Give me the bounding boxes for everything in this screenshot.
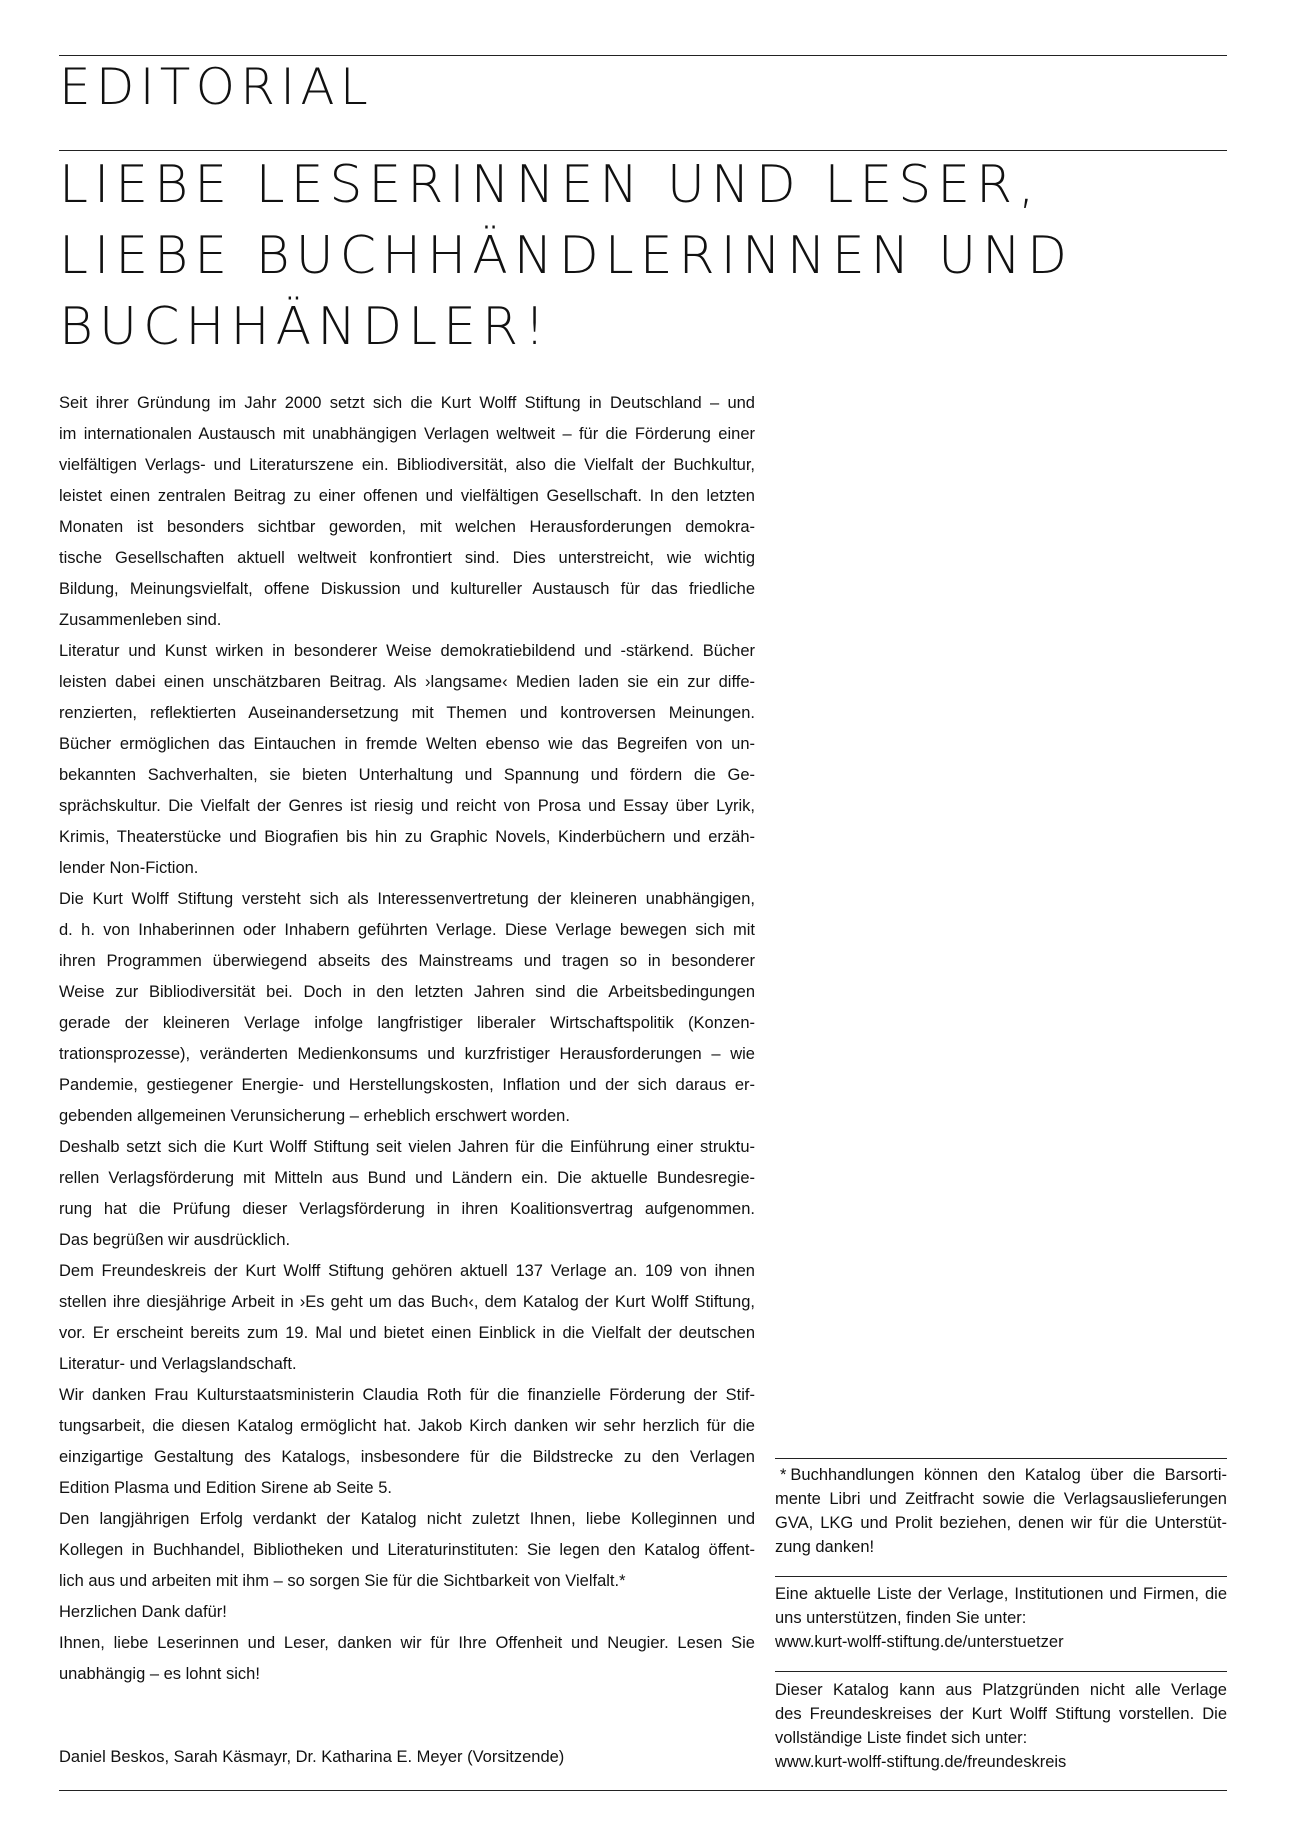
body-line: Die Kurt Wolff Stiftung versteht sich als Interessenvertretung der kleineren unabhängigen, xyxy=(59,890,755,908)
footnote-box xyxy=(775,1463,1227,1559)
bottom-rule xyxy=(59,1790,1227,1791)
body-line: Literatur- und Verlagslandschaft. xyxy=(59,1355,297,1373)
sidebar-rule xyxy=(775,1576,1227,1577)
headline-line: LIEBE BUCHHÄNDLERINNEN UND xyxy=(59,226,1074,286)
paragraph xyxy=(59,1380,755,1504)
members-line: des Freundeskreises der Kurt Wolff Stiftung vorstellen. Die xyxy=(775,1705,1227,1723)
body-line: bekannten Sachverhalten, sie bieten Unterhaltung und Spannung und fördern die Ge- xyxy=(59,766,755,784)
body-line: Deshalb setzt sich die Kurt Wolff Stiftung seit vielen Jahren für die Einführung einer struktu- xyxy=(59,1138,755,1156)
sidebar-rule xyxy=(775,1458,1227,1459)
body-line: ihren Programmen überwiegend abseits des Mainstreams und tragen so in besonderer xyxy=(59,952,755,970)
body-line: renzierten, reflektierten Auseinandersetzung mit Themen und kontroversen Meinungen. xyxy=(59,704,755,722)
body-line: Edition Plasma und Edition Sirene ab Seite 5. xyxy=(59,1479,392,1497)
supporters-line: uns unterstützen, finden Sie unter: xyxy=(775,1609,1027,1627)
paragraph xyxy=(59,884,755,1132)
footnote-line: mente Libri und Zeitfracht sowie die Verlagsauslieferungen xyxy=(775,1490,1227,1508)
section-label: EDITORIAL xyxy=(59,58,373,116)
supporters-line: Eine aktuelle Liste der Verlage, Institutionen und Firmen, die xyxy=(775,1585,1227,1603)
signature: Daniel Beskos, Sarah Käsmayr, Dr. Katharina E. Meyer (Vorsitzende) xyxy=(59,1748,565,1766)
body-line: lich aus und arbeiten mit ihm – so sorgen Sie für die Sichtbarkeit von Vielfalt.* xyxy=(59,1572,626,1590)
body-line: Literatur und Kunst wirken in besonderer Weise demokratiebildend und -stärkend. Bücher xyxy=(59,642,755,660)
paragraph xyxy=(59,388,755,636)
body-line: Ihnen, liebe Leserinnen und Leser, danken wir für Ihre Offenheit und Neugier. Lesen Sie xyxy=(59,1634,755,1652)
paragraph xyxy=(59,1504,755,1597)
body-line: Monaten ist besonders sichtbar geworden, mit welchen Herausforderungen demokra- xyxy=(59,518,755,536)
body-line: sprächskultur. Die Vielfalt der Genres ist riesig und reicht von Prosa und Essay über Lyrik, xyxy=(59,797,755,815)
body-line: Kollegen in Buchhandel, Bibliotheken und Literaturinstituten: Sie legen den Katalog öffent- xyxy=(59,1541,755,1559)
body-line: vor. Er erscheint bereits zum 19. Mal und bietet einen Einblick in die Vielfalt der deutschen xyxy=(59,1324,755,1342)
footnote-line: GVA, LKG und Prolit beziehen, denen wir für die Unterstüt- xyxy=(775,1514,1227,1532)
body-text xyxy=(59,388,755,1690)
body-line: Den langjährigen Erfolg verdankt der Katalog nicht zuletzt Ihnen, liebe Kolleginnen und xyxy=(59,1510,755,1528)
body-line: Seit ihrer Gründung im Jahr 2000 setzt sich die Kurt Wolff Stiftung in Deutschland – und xyxy=(59,394,755,412)
body-line: Krimis, Theaterstücke und Biografien bis hin zu Graphic Novels, Kinderbüchern und erzäh- xyxy=(59,828,755,846)
sidebar-rule xyxy=(775,1671,1227,1672)
headline-line: BUCHHÄNDLER! xyxy=(59,297,551,357)
body-line: leistet einen zentralen Beitrag zu einer offenen und vielfältigen Gesellschaft. In den letzten xyxy=(59,487,755,505)
body-line: gerade der kleineren Verlage infolge langfristiger liberaler Wirtschaftspolitik (Konzen- xyxy=(59,1014,755,1032)
body-line: einzigartige Gestaltung des Katalogs, insbesondere für die Bildstrecke zu den Verlagen xyxy=(59,1448,755,1466)
body-line: Wir danken Frau Kulturstaatsministerin Claudia Roth für die finanzielle Förderung der Stif- xyxy=(59,1386,755,1404)
paragraph xyxy=(59,1628,755,1690)
body-line: gebenden allgemeinen Verunsicherung – erheblich erschwert worden. xyxy=(59,1107,570,1125)
headline xyxy=(59,150,1073,363)
supporters-link[interactable]: www.kurt-wolff-stiftung.de/unterstuetzer xyxy=(775,1633,1064,1651)
paragraph xyxy=(59,636,755,884)
body-line: Zusammenleben sind. xyxy=(59,611,222,629)
paragraph xyxy=(59,1597,755,1628)
members-line: Dieser Katalog kann aus Platzgründen nicht alle Verlage xyxy=(775,1681,1227,1699)
footnote-line xyxy=(775,1463,1227,1487)
body-line: trationsprozesse), veränderten Medienkonsums und kurzfristiger Herausforderungen – wie xyxy=(59,1045,755,1063)
body-line: lender Non-Fiction. xyxy=(59,859,199,877)
body-line: tungsarbeit, die diesen Katalog ermöglicht hat. Jakob Kirch danken wir sehr herzlich für die xyxy=(59,1417,755,1435)
body-line: vielfältigen Verlags- und Literaturszene ein. Bibliodiversität, also die Vielfalt der Buchkultur, xyxy=(59,456,755,474)
body-line: rung hat die Prüfung dieser Verlagsförderung in ihren Koalitionsvertrag aufgenommen. xyxy=(59,1200,755,1218)
body-line: Bücher ermöglichen das Eintauchen in fremde Welten ebenso wie das Begreifen von un- xyxy=(59,735,755,753)
body-line: unabhängig – es lohnt sich! xyxy=(59,1665,260,1683)
top-rule xyxy=(59,55,1227,56)
footnote-line: zung danken! xyxy=(775,1538,875,1556)
body-line: d. h. von Inhaberinnen oder Inhabern geführten Verlage. Diese Verlage bewegen sich mit xyxy=(59,921,755,939)
headline-line: LIEBE LESERINNEN UND LESER, xyxy=(59,155,1041,215)
body-line: Dem Freundeskreis der Kurt Wolff Stiftung gehören aktuell 137 Verlage an. 109 von ihnen xyxy=(59,1262,755,1280)
body-line: im internationalen Austausch mit unabhängigen Verlagen weltweit – für die Förderung einer xyxy=(59,425,755,443)
members-box xyxy=(775,1678,1227,1774)
footnote-marker: * xyxy=(780,1466,787,1484)
body-line: Das begrüßen wir ausdrücklich. xyxy=(59,1231,291,1249)
members-link[interactable]: www.kurt-wolff-stiftung.de/freundeskreis xyxy=(775,1753,1067,1771)
body-line: Weise zur Bibliodiversität bei. Doch in den letzten Jahren sind die Arbeitsbedingungen xyxy=(59,983,755,1001)
body-line: Herzlichen Dank dafür! xyxy=(59,1603,227,1621)
paragraph xyxy=(59,1132,755,1256)
body-line: Bildung, Meinungsvielfalt, offene Diskussion und kultureller Austausch für das friedliche xyxy=(59,580,755,598)
footnote-text: Buchhandlungen können den Katalog über die Barsorti- xyxy=(790,1466,1227,1484)
body-line: Pandemie, gestiegener Energie- und Herstellungskosten, Inflation und der sich daraus er- xyxy=(59,1076,755,1094)
body-line: stellen ihre diesjährige Arbeit in ›Es geht um das Buch‹, dem Katalog der Kurt Wolff Stiftung, xyxy=(59,1293,755,1311)
body-line: leisten dabei einen unschätzbaren Beitrag. Als ›langsame‹ Medien laden sie ein zur diffe- xyxy=(59,673,755,691)
members-line: vollständige Liste findet sich unter: xyxy=(775,1729,1028,1747)
body-line: rellen Verlagsförderung mit Mitteln aus Bund und Ländern ein. Die aktuelle Bundesregie- xyxy=(59,1169,755,1187)
body-line: tische Gesellschaften aktuell weltweit konfrontiert sind. Dies unterstreicht, wie wichtig xyxy=(59,549,755,567)
supporters-box xyxy=(775,1582,1227,1654)
paragraph xyxy=(59,1256,755,1380)
